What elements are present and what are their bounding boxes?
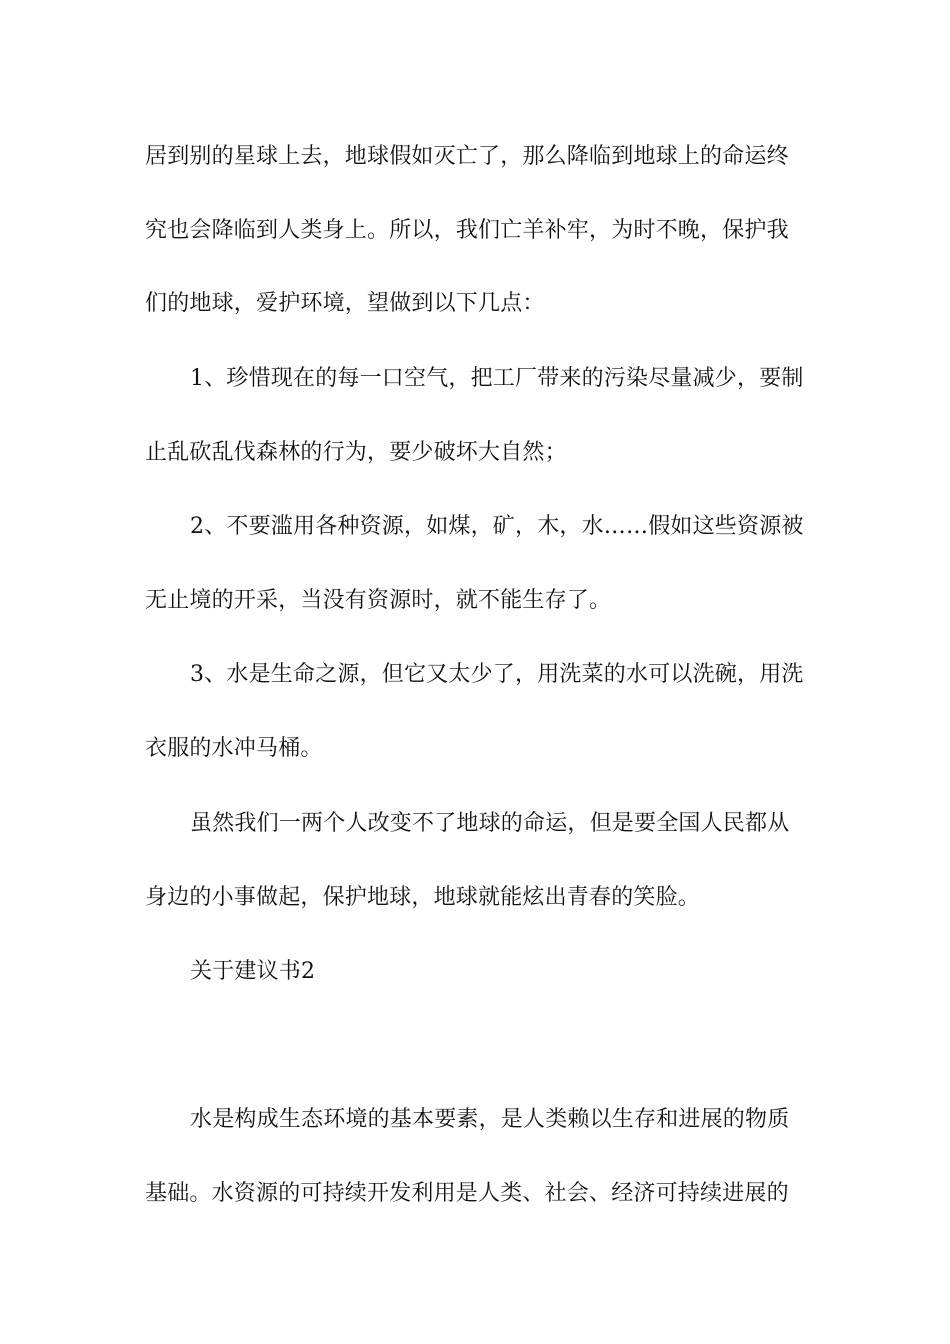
list-item-1-line: 1、珍惜现在的每一口空气，把工厂带来的污染尽量减少，要制 — [190, 366, 804, 391]
paragraph-line: 基础。水资源的可持续开发利用是人类、社会、经济可持续进展的 — [145, 1181, 789, 1206]
paragraph-line: 水是构成生态环境的基本要素，是人类赖以生存和进展的物质 — [190, 1107, 790, 1132]
paragraph-line: 们的地球，爱护环境，望做到以下几点： — [145, 291, 545, 316]
section-title: 关于建议书2 — [190, 959, 316, 984]
list-item-3-line: 3、水是生命之源，但它又太少了，用洗菜的水可以洗碗，用洗 — [190, 662, 804, 687]
paragraph-line: 虽然我们一两个人改变不了地球的命运，但是要全国人民都从 — [190, 811, 790, 836]
paragraph-line: 身边的小事做起，保护地球，地球就能炫出青春的笑脸。 — [145, 885, 701, 910]
list-item-3-line: 衣服的水冲马桶。 — [145, 736, 323, 761]
list-item-2-line: 2、不要滥用各种资源，如煤，矿，木，水……假如这些资源被 — [190, 514, 804, 539]
paragraph-line: 居到别的星球上去，地球假如灭亡了，那么降临到地球上的命运终 — [145, 144, 789, 169]
list-item-2-line: 无止境的开采，当没有资源时，就不能生存了。 — [145, 588, 612, 613]
list-item-1-line: 止乱砍乱伐森林的行为，要少破坏大自然； — [145, 440, 567, 465]
paragraph-line: 究也会降临到人类身上。所以，我们亡羊补牢，为时不晚，保护我 — [145, 218, 789, 243]
